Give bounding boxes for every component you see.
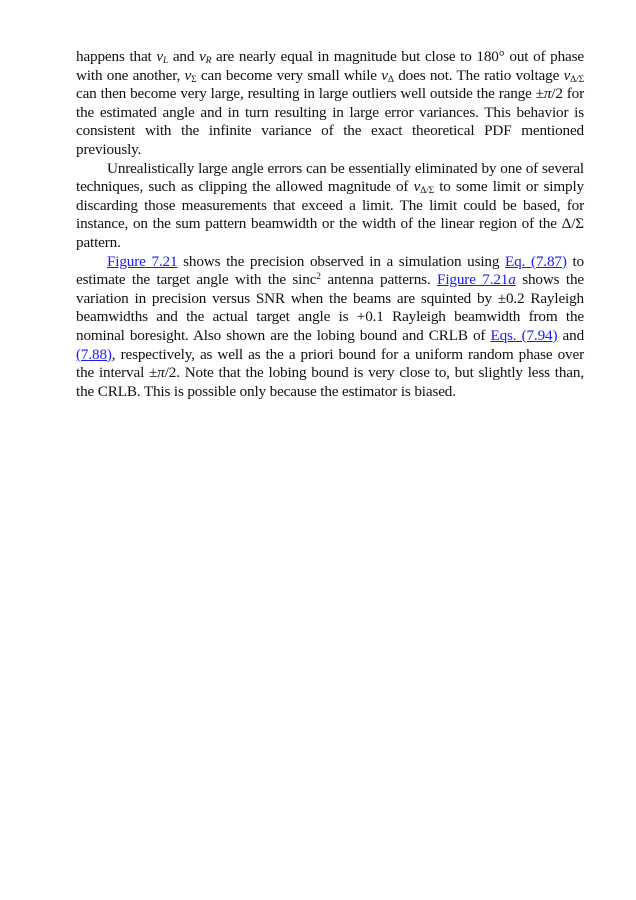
text-run: v: [381, 66, 388, 84]
text-run: v: [156, 48, 163, 65]
text-run: Δ/Σ: [570, 74, 584, 85]
text-run: and: [168, 48, 200, 65]
text-run: shows the variation in precision versus SNR when the beams are squinted by ±0.2 Rayleigh beamwidths and the actual target angle is +0.1 Rayleigh beamwidth from the nominal boresight. Also shown are the lobing bound and CRLB of: [76, 271, 585, 344]
text-run: v: [413, 178, 421, 196]
text-run: shows the precision observed in a simulation using: [177, 252, 506, 270]
text-run: and: [557, 326, 585, 344]
cross-reference-link[interactable]: (7.88): [76, 345, 112, 363]
text-run: can become very small while: [196, 66, 382, 84]
cross-reference-link[interactable]: a: [508, 271, 516, 289]
text-run: does not. The ratio voltage: [393, 66, 564, 84]
text-run: v: [184, 66, 192, 84]
text-run: Δ: [387, 74, 394, 85]
document-page: [76, 48, 584, 401]
text-run: Unrealistically large angle errors can be essentially eliminated by one of several techniques, such as clipping the allowed magnitude of: [76, 159, 584, 196]
text-run: , respectively, as well as the a priori bound for a uniform random phase over the interval ±: [76, 345, 584, 382]
cross-reference-link[interactable]: Figure 7.21: [437, 271, 509, 289]
paragraph-outliers: [76, 48, 584, 160]
cross-reference-link[interactable]: Eq. (7.87): [505, 252, 567, 270]
text-run: are nearly equal in magnitude but close to 180° out of phase with one another,: [76, 48, 584, 84]
text-run: antenna patterns.: [320, 271, 438, 289]
cross-reference-link[interactable]: Eqs. (7.94): [490, 326, 558, 344]
text-run: π: [543, 85, 552, 103]
paragraph-figure-7-21: [76, 253, 584, 402]
cross-reference-link[interactable]: Figure 7.21: [107, 252, 178, 270]
text-run: π: [157, 364, 165, 382]
text-run: Σ: [191, 74, 197, 85]
text-run: happens that: [76, 48, 157, 65]
text-run: /2 for the estimated angle and in turn resulting in large error variances. This behavior is consistent with the infinite variance of the exact theoretical PDF mentioned previously.: [76, 85, 585, 158]
text-run: 2: [316, 272, 321, 283]
text-run: v: [563, 66, 571, 84]
text-run: Δ/Σ: [420, 186, 434, 197]
text-run: /2. Note that the lobing bound is very close to, but slightly less than, the CRLB. This is possible only because the estimator is biased.: [76, 364, 584, 400]
paragraph-clipping: [76, 160, 584, 253]
text-run: can then become very large, resulting in large outliers well outside the range ±: [76, 85, 544, 103]
text-run: R: [205, 56, 212, 66]
text-run: v: [199, 48, 206, 65]
text-run: L: [162, 56, 169, 66]
text-run: to some limit or simply discarding those measurements that exceed a limit. The limit could be based, for instance, on the sum pattern beamwidth or the width of the linear region of the Δ/Σ pattern.: [76, 178, 584, 251]
text-run: to estimate the target angle with the sinc: [76, 252, 584, 289]
